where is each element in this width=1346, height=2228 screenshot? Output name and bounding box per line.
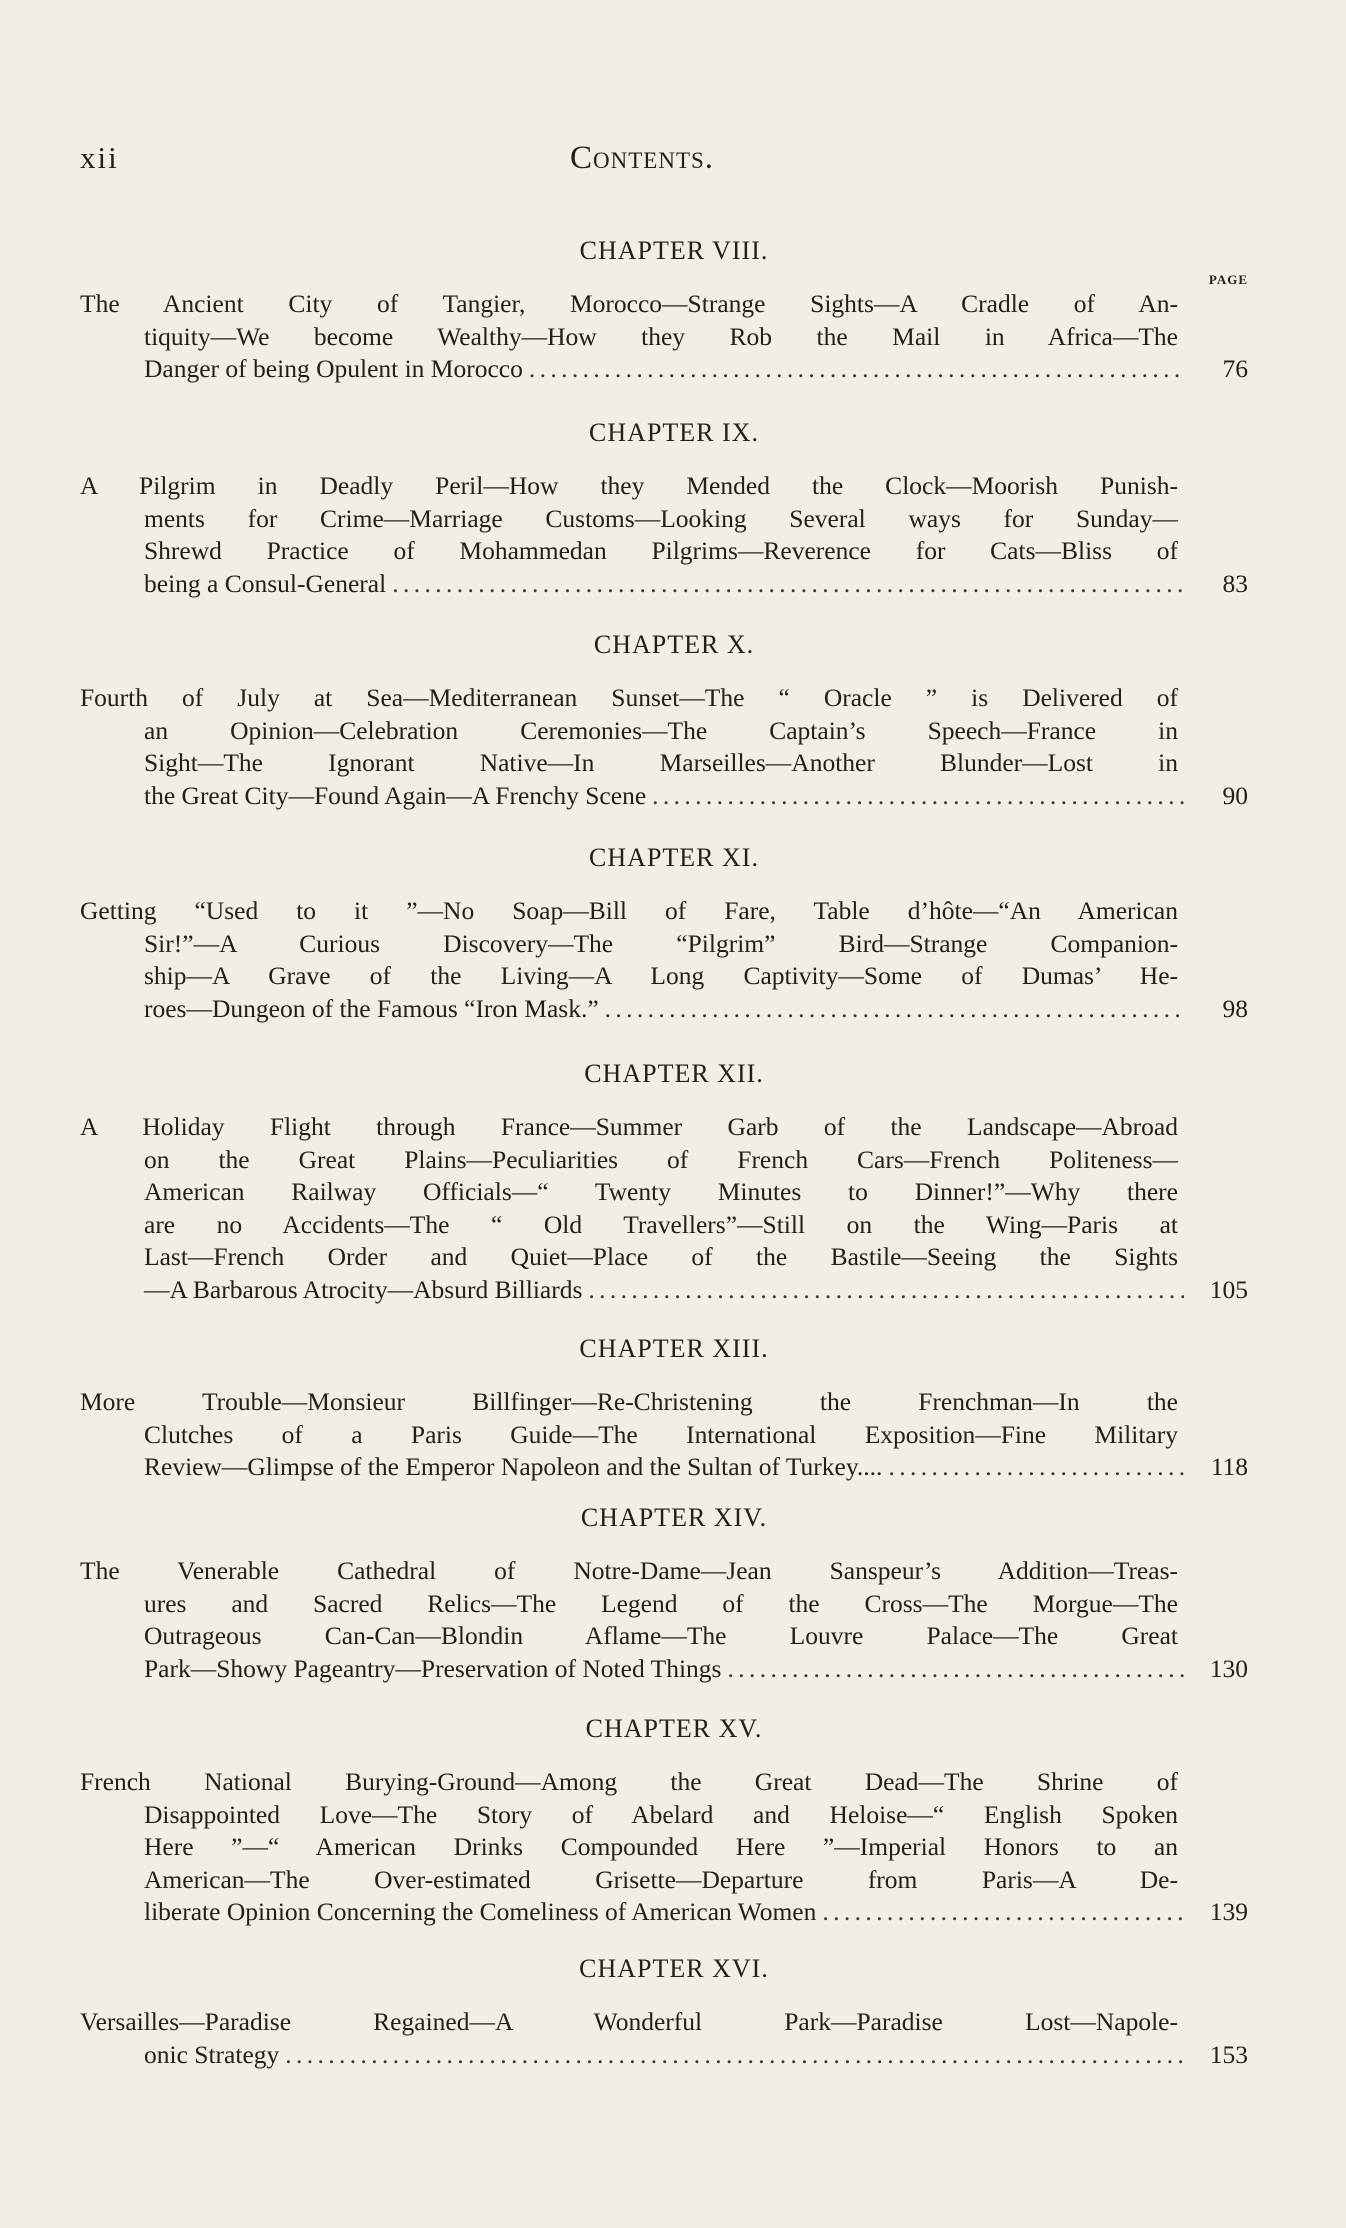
- summary-line: Shrewd Practice of Mohammedan Pilgrims—Reverence for Cats—Bliss of: [144, 536, 1178, 565]
- summary-line: are no Accidents—The “ Old Travellers”—Still on the Wing—Paris at: [144, 1209, 1178, 1239]
- summary-line: Last—French Order and Quiet—Place of the Bastile—Seeing the Sights: [144, 1242, 1178, 1271]
- chapter-heading: CHAPTER VIII.: [579, 236, 769, 265]
- summary-line: A Pilgrim in Deadly Peril—How they Mended the Clock—Moorish Punish-: [80, 471, 1178, 500]
- summary-line: ments for Crime—Marriage Customs—Looking Several ways for Sunday—: [144, 503, 1178, 533]
- summary-line: Clutches of a Paris Guide—The International Exposition—Fine Military: [144, 1419, 1178, 1449]
- running-title: Contents.: [570, 140, 715, 176]
- dot-leader: [588, 1274, 1184, 1307]
- page-number: 153: [1209, 2039, 1248, 2069]
- summary-last-line: [80, 353, 1248, 386]
- summary-line: tiquity—We become Wealthy—How they Rob the Mail in Africa—The: [144, 321, 1178, 351]
- chapter-entry: [80, 1954, 1248, 2071]
- chapter-entry: [80, 236, 1248, 386]
- summary-line: onic Strategy: [144, 2039, 280, 2069]
- chapter-summary: [80, 470, 1248, 600]
- summary-last-line: [80, 1653, 1248, 1686]
- summary-line: Sight—The Ignorant Native—In Marseilles—Another Blunder—Lost in: [144, 748, 1178, 777]
- dot-leader: [285, 2039, 1184, 2072]
- summary-line: Review—Glimpse of the Emperor Napoleon and the Sultan of Turkey....: [144, 1452, 883, 1481]
- summary-last-line: [80, 1896, 1248, 1929]
- page-number: 90: [1222, 780, 1248, 810]
- page-number: 76: [1222, 354, 1248, 383]
- chapter-summary: [80, 1111, 1248, 1306]
- chapter-summary: [80, 2006, 1248, 2071]
- dot-leader: [822, 1896, 1184, 1929]
- summary-line: liberate Opinion Concerning the Comeliness of American Women: [144, 1897, 817, 1926]
- summary-line: A Holiday Flight through France—Summer Garb of the Landscape—Abroad: [80, 1112, 1178, 1141]
- summary-line: Here ”—“ American Drinks Compounded Here ”—Imperial Honors to an: [144, 1832, 1178, 1861]
- chapter-entry: [80, 1059, 1248, 1306]
- chapter-summary: [80, 895, 1248, 1025]
- summary-line: Disappointed Love—The Story of Abelard and Heloise—“ English Spoken: [144, 1799, 1178, 1829]
- chapter-entry: [80, 1714, 1248, 1929]
- summary-line: Outrageous Can-Can—Blondin Aflame—The Louvre Palace—The Great: [144, 1621, 1178, 1650]
- page-number: 130: [1209, 1653, 1248, 1683]
- summary-last-line: [80, 2039, 1248, 2072]
- chapter-entry: [80, 418, 1248, 600]
- dot-leader: [605, 993, 1184, 1026]
- chapter-entry: [80, 1334, 1248, 1484]
- chapter-summary: [80, 288, 1248, 386]
- summary-line: Sir!”—A Curious Discovery—The “Pilgrim” Bird—Strange Companion-: [144, 928, 1178, 958]
- page-column-label: PAGE: [1208, 272, 1248, 287]
- page-number: 83: [1222, 568, 1248, 598]
- summary-last-line: [80, 1451, 1248, 1484]
- summary-line: Getting “Used to it ”—No Soap—Bill of Fare, Table d’hôte—“An American: [80, 896, 1178, 925]
- chapter-entry: [80, 1503, 1248, 1685]
- chapter-heading: CHAPTER XIII.: [579, 1334, 769, 1363]
- chapter-heading: CHAPTER IX.: [589, 418, 759, 447]
- summary-last-line: [80, 993, 1248, 1026]
- summary-line: American Railway Officials—“ Twenty Minutes to Dinner!”—Why there: [144, 1177, 1178, 1206]
- summary-last-line: [80, 1274, 1248, 1307]
- summary-line: an Opinion—Celebration Ceremonies—The Captain’s Speech—France in: [144, 715, 1178, 745]
- chapter-summary: [80, 1766, 1248, 1929]
- summary-line: American—The Over-estimated Grisette—Departure from Paris—A De-: [144, 1864, 1178, 1894]
- chapter-heading: CHAPTER XI.: [589, 843, 759, 872]
- summary-line: being a Consul-General: [144, 568, 387, 598]
- chapter-summary: [80, 1555, 1248, 1685]
- dot-leader: [888, 1451, 1184, 1484]
- dot-leader: [529, 353, 1184, 386]
- summary-line: the Great City—Found Again—A Frenchy Scene: [144, 780, 647, 810]
- summary-last-line: [80, 568, 1248, 601]
- running-head: [80, 140, 1240, 190]
- page-number: 98: [1222, 993, 1248, 1023]
- chapter-heading: CHAPTER XV.: [585, 1714, 763, 1743]
- summary-line: Versailles—Paradise Regained—A Wonderful Park—Paradise Lost—Napole-: [80, 2007, 1178, 2036]
- summary-line: The Venerable Cathedral of Notre-Dame—Jean Sanspeur’s Addition—Treas-: [80, 1556, 1178, 1585]
- summary-last-line: [80, 780, 1248, 813]
- chapter-summary: [80, 682, 1248, 812]
- dot-leader: [652, 780, 1184, 813]
- chapter-heading: CHAPTER XII.: [584, 1059, 764, 1088]
- chapter-entry: [80, 630, 1248, 812]
- summary-line: French National Burying-Ground—Among the Great Dead—The Shrine of: [80, 1767, 1178, 1796]
- dot-leader: [727, 1653, 1184, 1686]
- chapter-heading: CHAPTER XVI.: [579, 1954, 769, 1983]
- summary-line: The Ancient City of Tangier, Morocco—Strange Sights—A Cradle of An-: [80, 289, 1178, 318]
- dot-leader: [392, 568, 1184, 601]
- summary-line: roes—Dungeon of the Famous “Iron Mask.”: [144, 993, 599, 1023]
- summary-line: Danger of being Opulent in Morocco: [144, 354, 523, 383]
- page-number: 118: [1210, 1452, 1248, 1481]
- chapter-entry: [80, 843, 1248, 1025]
- page-folio: xii: [80, 140, 119, 175]
- summary-line: More Trouble—Monsieur Billfinger—Re-Christening the Frenchman—In the: [80, 1387, 1178, 1416]
- chapter-summary: [80, 1386, 1248, 1484]
- summary-line: on the Great Plains—Peculiarities of French Cars—French Politeness—: [144, 1144, 1178, 1174]
- page-number: 105: [1209, 1274, 1248, 1304]
- chapter-heading: CHAPTER XIV.: [580, 1503, 768, 1532]
- summary-line: Fourth of July at Sea—Mediterranean Sunset—The “ Oracle ” is Delivered of: [80, 683, 1178, 712]
- summary-line: Park—Showy Pageantry—Preservation of Noted Things: [144, 1653, 722, 1683]
- summary-line: —A Barbarous Atrocity—Absurd Billiards: [144, 1274, 583, 1304]
- chapter-heading: CHAPTER X.: [593, 630, 755, 659]
- page-number: 139: [1209, 1897, 1248, 1926]
- summary-line: ship—A Grave of the Living—A Long Captivity—Some of Dumas’ He-: [144, 961, 1178, 990]
- summary-line: ures and Sacred Relics—The Legend of the Cross—The Morgue—The: [144, 1588, 1178, 1618]
